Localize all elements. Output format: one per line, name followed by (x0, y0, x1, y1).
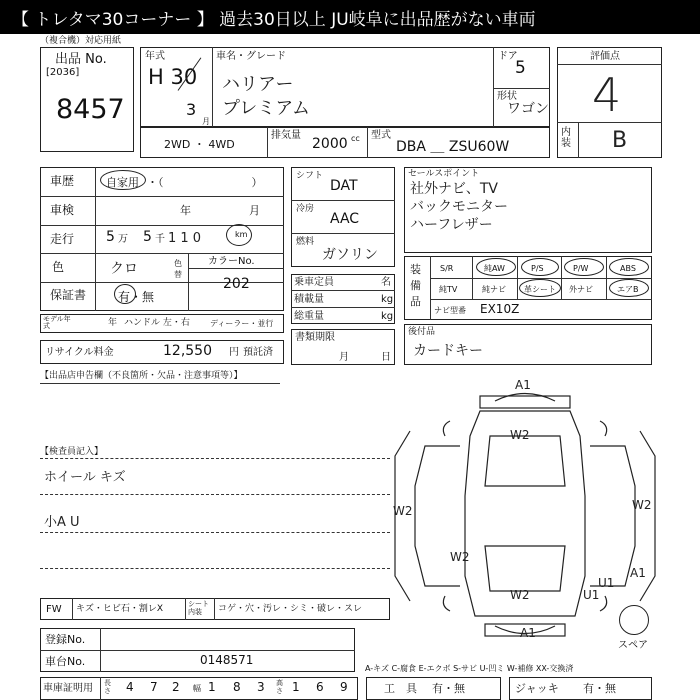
diagram-mark-8: U1 (583, 588, 600, 602)
body-label: 形状 (497, 91, 517, 102)
interior-value: B (612, 128, 628, 153)
fw-options: キズ・ヒビ石・割レX (76, 604, 163, 614)
equip-airbag-circle (609, 279, 649, 297)
mileage-unit-circle (226, 224, 252, 246)
sales-points-label: セールスポイント (408, 169, 480, 179)
jack-value: 有・無 (583, 682, 616, 695)
shift-value: DAT (330, 178, 358, 194)
model-year-dealer: ディーラー・並行 (210, 319, 274, 328)
mileage-sen-unit: 千 (155, 234, 165, 245)
lot-label: 出品 No. (55, 52, 107, 67)
subheader: （複合機）対応用紙 (40, 36, 122, 46)
equip-navi: 純ナビ (482, 285, 506, 294)
history-circle (100, 170, 146, 190)
height-0: 1 (292, 680, 300, 694)
warranty-value: 有・無 (118, 290, 155, 304)
seat-label: シート内装 (188, 600, 209, 616)
recycle-label: リサイクル料金 (45, 347, 114, 358)
capacity-label-2: 総重量 (294, 311, 324, 322)
shift-label: シフト (296, 171, 324, 181)
sales-point-2: ハーフレザー (410, 217, 493, 233)
inspection-month: 月 (249, 204, 260, 217)
score-label: 評価点 (590, 51, 620, 62)
spare-label: スペア (618, 640, 648, 651)
inspection-year: 年 (180, 204, 191, 217)
seller-notes-label: 【出品店申告欄（不良箇所・欠品・注意事項等）】 (40, 371, 243, 381)
capacity-unit-2: kg (381, 311, 394, 322)
banner-text: 【 トレタマ30コーナー 】 過去30日以上 JU岐阜に出品歴がない車両 (12, 10, 536, 30)
height-label: 高さ (276, 679, 283, 695)
history-value: 自家用 (106, 176, 139, 189)
doors-label: ドア (498, 51, 518, 62)
type-value: DBA ＿ ZSU60W (396, 139, 510, 155)
equip-leather-circle (519, 279, 561, 297)
jack-label: ジャッキ (515, 682, 559, 695)
fw-label: FW (46, 604, 62, 615)
equip-aw-circle (476, 258, 516, 276)
deadline-day: 日 (381, 352, 391, 363)
capacity-label-0: 乗車定員 (294, 277, 334, 288)
aircon-label: 冷房 (296, 204, 315, 214)
history-label: 車歴 (50, 174, 75, 188)
color-change-label: 色替 (174, 259, 182, 279)
chassis-label: 車台No. (45, 655, 86, 668)
type-label: 型式 (371, 130, 391, 141)
height-1: 6 (316, 680, 324, 694)
tools-value: 有・無 (432, 682, 465, 695)
capacity-unit-1: kg (381, 294, 394, 305)
diagram-mark-1: W2 (510, 428, 530, 442)
diagram-mark-0: A1 (515, 378, 531, 392)
certificate-label: 車庫証明用 (43, 683, 93, 694)
model-year-handle: ハンドル 左・右 (124, 318, 190, 328)
score-value: 4 (592, 68, 622, 122)
displacement-unit: cc (351, 134, 360, 143)
diagram-mark-3: W2 (632, 498, 652, 512)
inspector-notes-label: 【検査員記入】 (40, 447, 104, 457)
inspector-note-0: ホイール キズ (44, 470, 126, 485)
color-code: 202 (223, 276, 250, 292)
year-month: 3 (186, 100, 197, 119)
aftermarket-value: カードキー (413, 343, 483, 359)
model-year-label: モデル年式 (43, 315, 71, 330)
fuel-label: 燃料 (296, 237, 315, 247)
width-0: 1 (208, 680, 216, 694)
year-value: H 30 (148, 65, 198, 89)
registration-label: 登録No. (45, 633, 86, 646)
chassis-value: 0148571 (200, 653, 254, 667)
length-2: 2 (172, 680, 180, 694)
sales-point-0: 社外ナビ、TV (410, 181, 498, 197)
diagram-mark-2: W2 (393, 504, 413, 518)
width-2: 3 (257, 680, 265, 694)
mileage-sen: 5 (143, 229, 152, 245)
year-month-unit: 月 (202, 117, 210, 126)
mileage-unit: km (235, 230, 248, 239)
body-value: ワゴン (507, 101, 549, 117)
tools-label: 工 具 (384, 682, 417, 695)
lot-number: 8457 (56, 94, 125, 125)
recycle-unit: 円 (229, 347, 239, 358)
history-rest: ・（ ） (147, 176, 263, 189)
inspection-label: 車検 (50, 203, 75, 217)
equip-tv: 純TV (439, 285, 458, 294)
equip-ps: P/S (531, 264, 544, 273)
length-1: 7 (150, 680, 158, 694)
equip-abs-circle (609, 258, 649, 276)
mileage-man: 5 (106, 229, 115, 245)
equip-sr: S/R (440, 264, 454, 273)
diagram-mark-5: U1 (598, 576, 615, 590)
seat-options: コゲ・穴・汚レ・シミ・破レ・スレ (218, 604, 363, 614)
recycle-value: 12,550 (163, 343, 212, 359)
model-name: ハリアー (222, 74, 294, 95)
fuel-value: ガソリン (322, 247, 378, 263)
deadline-label: 書類期限 (295, 332, 335, 343)
navi-model-label: ナビ型番 (434, 306, 466, 315)
inspector-note-1: 小A U (44, 515, 80, 530)
equip-airbag: エアB (617, 285, 639, 294)
equip-aw: 純AW (484, 264, 505, 273)
doors-value: 5 (515, 58, 526, 78)
color-value: クロ (110, 261, 138, 277)
aircon-value: AAC (330, 211, 360, 227)
mileage-rest: 1 1 0 (168, 231, 202, 246)
equip-pw: P/W (573, 264, 589, 273)
aftermarket-label: 後付品 (408, 327, 436, 337)
year-model-box (140, 47, 550, 127)
model-label: 車名・グレード (216, 51, 286, 62)
diagram-mark-7: A1 (520, 626, 536, 640)
year-label: 年式 (145, 51, 165, 62)
equip-pw-circle (564, 258, 604, 276)
capacity-label-1: 積載量 (294, 294, 324, 305)
mileage-label: 走行 (50, 232, 75, 246)
equipment-label: 装備品 (410, 263, 421, 308)
capacity-unit-0: 名 (381, 277, 391, 288)
width-1: 8 (233, 680, 241, 694)
diagram-mark-9: A1 (630, 566, 646, 580)
navi-model-value: EX10Z (480, 302, 520, 316)
length-0: 4 (126, 680, 134, 694)
recycle-deposit: 預託済 (243, 347, 273, 358)
color-code-label: カラーNo. (208, 256, 255, 267)
interior-label: 内装 (561, 127, 571, 149)
spare-tire-icon (619, 605, 649, 635)
height-2: 9 (340, 680, 348, 694)
model-year-year: 年 (108, 318, 118, 328)
warranty-circle (114, 284, 136, 304)
equip-ps-circle (521, 258, 559, 276)
color-label: 色 (52, 260, 65, 274)
width-label: 幅 (193, 684, 201, 693)
drive-value: 2WD ・ 4WD (164, 138, 235, 151)
deadline-month: 月 (339, 352, 349, 363)
displacement-label: 排気量 (271, 130, 301, 141)
mileage-man-unit: 万 (118, 234, 128, 245)
sales-point-1: バックモニター (410, 199, 508, 215)
equip-abs: ABS (620, 264, 636, 273)
damage-legend: A-キズ C-腐食 E-エクボ S-サビ U-凹ミ W-補修 XX-交換済 (365, 664, 574, 673)
displacement-value: 2000 (312, 136, 348, 152)
length-label: 長さ (104, 679, 111, 695)
equip-leather: 革シート (524, 285, 556, 294)
lot-code: [2036] (46, 67, 80, 78)
model-grade: プレミアム (222, 98, 311, 119)
warranty-label: 保証書 (50, 288, 87, 302)
diagram-mark-4: W2 (450, 550, 470, 564)
diagram-mark-6: W2 (510, 588, 530, 602)
equip-ext-navi: 外ナビ (569, 285, 593, 294)
